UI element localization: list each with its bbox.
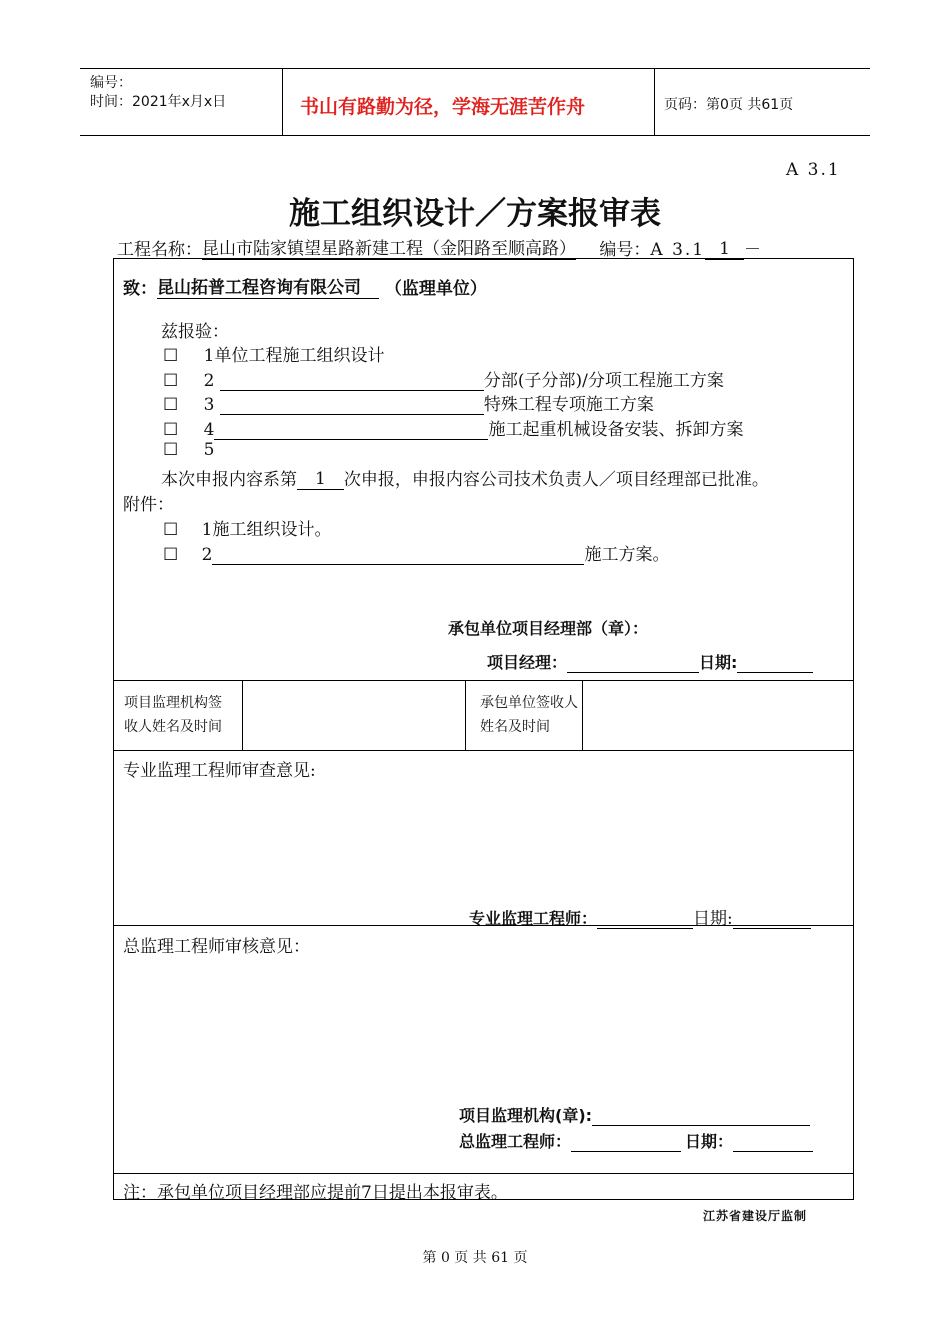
checkbox-icon[interactable]: ☐ — [163, 420, 179, 440]
org-seal-field[interactable] — [592, 1105, 810, 1126]
contractor-receipt-field[interactable] — [583, 681, 853, 750]
list-item: ☐ 4 施工起重机械设备安装、拆卸方案 — [163, 420, 744, 440]
date-field[interactable] — [733, 1131, 813, 1152]
cell-divider — [465, 681, 466, 750]
note-rule — [114, 1173, 853, 1174]
header-motto: 书山有路勤为径，学海无涯苦作舟 — [300, 96, 586, 118]
list-item: ☐ 2 分部(子分部)/分项工程施工方案 — [163, 371, 724, 391]
issuer: 江苏省建设厅监制 — [703, 1209, 808, 1223]
to-suffix: （监理单位） — [384, 279, 487, 299]
submission-count[interactable]: 1 — [297, 469, 344, 490]
project-number-suffix: － — [743, 240, 761, 260]
project-number-prefix: A 3.1 — [650, 240, 706, 260]
project-number-label: 编号： — [599, 240, 651, 260]
sign-row — [114, 680, 853, 751]
attachment-item: ☐ 1施工组织设计。 — [163, 520, 332, 540]
specialist-opinion-label: 专业监理工程师审查意见: — [123, 761, 316, 781]
to-line — [123, 273, 487, 299]
chief-org-line: 项目监理机构(章): — [459, 1103, 810, 1126]
chief-opinion-label: 总监理工程师审核意见： — [123, 937, 310, 957]
checkbox-icon[interactable]: ☐ — [163, 440, 179, 460]
checkbox-icon[interactable]: ☐ — [163, 545, 179, 565]
header-number-label: 编号： — [90, 75, 132, 91]
header-bottom-rule — [80, 135, 870, 136]
project-number-value: 1 — [705, 239, 744, 260]
chief-opinion-field[interactable] — [123, 961, 843, 1091]
chief-signature-field[interactable] — [571, 1131, 681, 1152]
contractor-receipt-label: 承包单位签收人姓名及时间 — [480, 695, 578, 735]
checkbox-icon[interactable]: ☐ — [163, 346, 179, 366]
page-footer: 第 0 页 共 61 页 — [422, 1250, 528, 1266]
to-prefix: 致： — [123, 279, 157, 299]
header-time: 时间：2021年x月x日 — [90, 94, 227, 110]
page-title: 施工组织设计／方案报审表 — [289, 196, 661, 232]
note-text: 注：承包单位项目经理部应提前7日提出本报审表。 — [123, 1183, 508, 1203]
manager-signature-field[interactable] — [567, 652, 699, 673]
attachment-item: ☐ 2 施工方案。 — [163, 545, 670, 565]
blank-field[interactable] — [220, 370, 484, 391]
supervisor-receipt-label: 项目监理机构签收人姓名及时间 — [124, 695, 222, 735]
contractor-dept-label: 承包单位项目经理部（章）： — [448, 619, 649, 638]
header-page-info: 页码：第0页 共61页 — [664, 97, 794, 113]
specialist-opinion-field[interactable] — [123, 785, 843, 895]
header-divider-right — [654, 68, 655, 135]
blank-field[interactable] — [212, 544, 584, 565]
contractor-signature-line: 项目经理： 日期: — [487, 650, 813, 673]
declaration: 本次申报内容系第 1 次申报，申报内容公司技术负责人／项目经理部已批准。 — [161, 469, 769, 490]
project-line — [117, 234, 761, 260]
chief-signature-line: 总监理工程师： 日期： — [459, 1129, 813, 1152]
blank-field[interactable] — [214, 419, 488, 440]
date-field[interactable] — [737, 652, 813, 673]
checkbox-icon[interactable]: ☐ — [163, 395, 179, 415]
form-code: A 3.1 — [786, 160, 841, 180]
header-top-rule — [80, 68, 870, 69]
supervisor-receipt-field[interactable] — [243, 681, 465, 750]
submit-label: 兹报验： — [161, 322, 229, 342]
checkbox-icon[interactable]: ☐ — [163, 520, 179, 540]
list-item: ☐ 5 — [163, 440, 215, 460]
blank-field[interactable] — [220, 394, 484, 415]
checkbox-icon[interactable]: ☐ — [163, 371, 179, 391]
specialist-signature-line: 专业监理工程师： 日期: — [469, 904, 811, 929]
list-item: ☐ 1单位工程施工组织设计 — [163, 346, 385, 366]
chief-section-rule — [114, 925, 853, 926]
supervisor-company: 昆山拓普工程咨询有限公司 — [157, 273, 379, 299]
project-label: 工程名称： — [117, 240, 202, 260]
attachments-label: 附件： — [123, 495, 174, 515]
project-name: 昆山市陆家镇望星路新建工程（金阳路至顺高路） — [202, 234, 576, 260]
header-divider-left — [282, 68, 283, 135]
list-item: ☐ 3 特殊工程专项施工方案 — [163, 395, 654, 415]
form-table — [113, 258, 854, 1203]
